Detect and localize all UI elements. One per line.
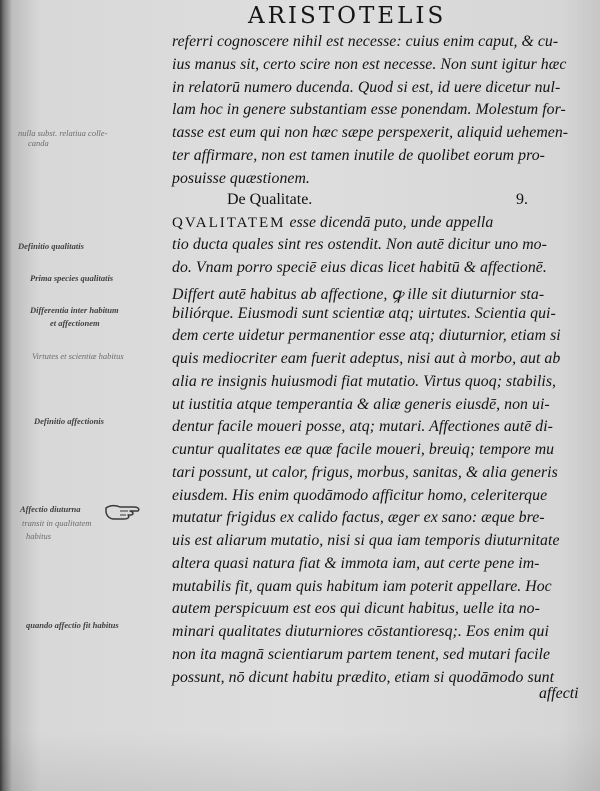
text-line: ius manus sit, certo scire non est necesse. Non sunt igitur hæc [172, 56, 567, 73]
text-line: tari possunt, ut calor, frigus, morbus, sanitas, & alia generis [172, 464, 558, 481]
manicule-icon [104, 499, 144, 527]
opening-caps: QVALITATEM [172, 215, 286, 231]
text-line: alia re insignis huiusmodi fiat mutatio. Virtus quoq; stabilis, [172, 373, 557, 390]
marginal-note: Definitio affectionis [34, 416, 104, 426]
text-line: posuisse quæstionem. [172, 170, 310, 187]
text-line: non ita magnā scientiarum partem tenent, sed mutari facile [172, 646, 551, 663]
text-line: autem perspicuum est eos qui dicunt habitus, uelle ita no- [172, 600, 540, 617]
text-line: altera quasi natura fiat & immota iam, aut certe pene im- [172, 555, 540, 572]
opening-rest: esse dicendā puto, unde appella [285, 214, 494, 231]
text-line: ter affirmare, non est tamen inutile de quolibet eorum pro- [172, 147, 545, 164]
page-shadow [0, 731, 600, 791]
chapter-title: De Qualitate. [227, 191, 313, 208]
text-line: possunt, nō dicunt habitu prædito, etiam si quodāmodo sunt [172, 669, 555, 686]
text-line: lam hoc in genere substantiam esse ponendam. Molestum for- [172, 101, 566, 118]
marginal-note: transit in qualitatem [22, 518, 92, 528]
running-head: ARISTOTELIS [248, 3, 447, 29]
text-line: uis est aliarum mutatio, nisi si qua iam temporis diuturnitate [172, 532, 560, 549]
marginal-note: nulla subst. relatiua colle- [18, 128, 108, 138]
text-line: minari qualitates diuturniores cōstantioresq;. Eos enim qui [172, 623, 549, 640]
marginal-note: quando affectio fit habitus [26, 620, 119, 630]
catchword: affecti [539, 685, 579, 702]
chapter-number: 9. [516, 191, 528, 208]
text-line: referri cognoscere nihil est necesse: cuius enim caput, & cu- [172, 33, 559, 50]
marginal-note: Differentia inter habitum [30, 305, 119, 315]
text-line: quis mediocriter eam fuerit adeptus, nisi aut à morbo, aut ab [172, 350, 561, 367]
text-line: mutabilis fit, quam quis habitum iam poterit appellare. Hoc [172, 578, 552, 595]
text-line: do. Vnam porro speciē eius dicas licet habitū & affectionē. [172, 259, 547, 276]
marginal-note: Prima species qualitatis [30, 273, 114, 283]
text-line: biliórque. Eiusmodi sunt scientiæ atq; uirtutes. Scientia qui- [172, 305, 556, 322]
text-line: tio ducta quales sint res ostendit. Non autē dicitur uno mo- [172, 236, 547, 253]
text-line: dem certe uidetur permanentior esse atq; diuturnior, etiam si [172, 327, 561, 344]
marginal-note: Virtutes et scientiæ habitus [32, 351, 124, 361]
marginal-note: Definitio qualitatis [18, 241, 84, 251]
text-line: cuntur qualitates eæ quæ facile moueri, breuiq; tempore mu [172, 441, 555, 458]
marginal-note: habitus [26, 531, 52, 541]
opening-line [172, 214, 493, 232]
text-line: ut iustitia atque temperantia & aliæ generis eiusdē, non ui- [172, 396, 550, 413]
text-line: tasse est eum qui non hæc sæpe perspexerit, aliquid uehemen- [172, 124, 569, 141]
text-line: dentur facile moueri posse, atq; mutari. Affectiones autē di- [172, 418, 553, 435]
text-line: in relatorū numero ducenda. Quod si est, id uere dicetur nul- [172, 79, 561, 96]
text-line: Differt autē habitus ab affectione, ꝙ ille sit diuturnior sta- [172, 286, 545, 303]
marginal-note: et affectionem [50, 318, 100, 328]
text-line: mutatur frigidus ex calido factus, æger ex sano: æque bre- [172, 509, 545, 526]
marginal-note: Affectio diuturna [20, 504, 81, 514]
text-line: eiusdem. His enim quodāmodo afficitur homo, celeriterque [172, 487, 548, 504]
marginal-note: canda [28, 138, 49, 148]
